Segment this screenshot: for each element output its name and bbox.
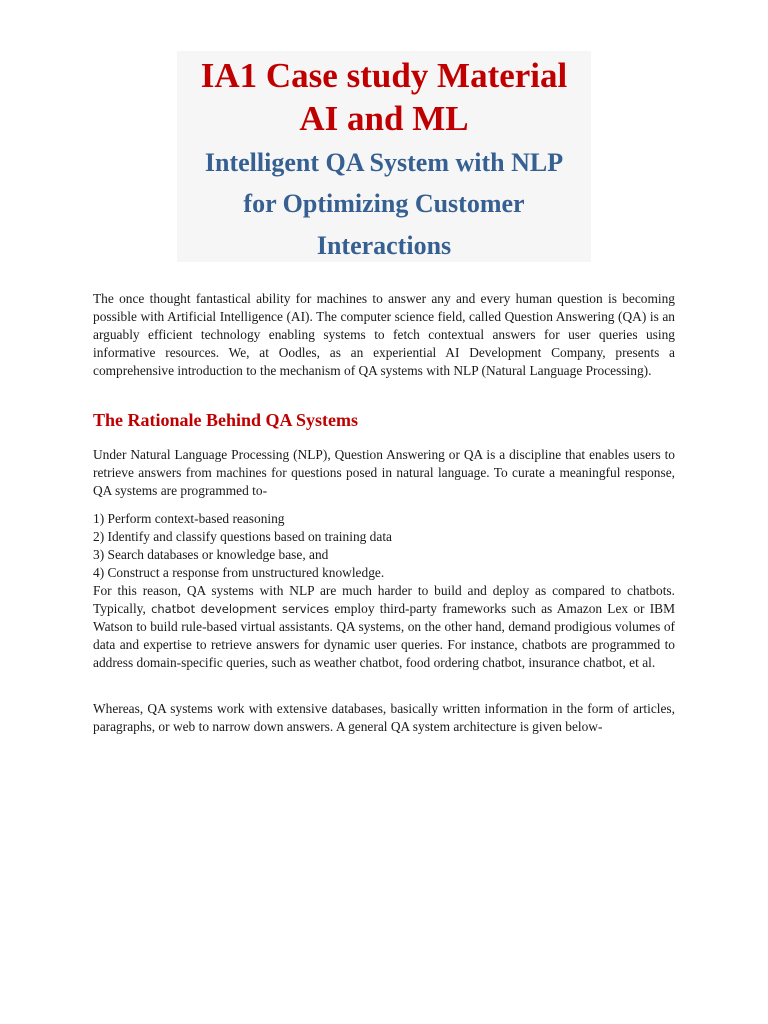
list-item: 1) Perform context-based reasoning bbox=[93, 511, 285, 526]
paragraph-text: employ third-party frameworks such as Amazon Lex or IBM Watson to build rule-based virtual assistants. QA systems, on the other hand, demand prodigious volumes of data and expertise to retrieve answers for dynamic user queries. For instance, chatbots are programmed to address domain-specific queries, such as weather chatbot, food ordering chatbot, insurance chatbot, et al. bbox=[93, 601, 675, 670]
chatbot-comparison-paragraph bbox=[93, 582, 675, 672]
intro-paragraph: The once thought fantastical ability for machines to answer any and every human question is becoming possible with Artificial Intelligence (AI). The computer science field, called Question Answering (QA) is an arguably efficient technology enabling systems to fetch contextual answers for user queries using informative resources. We, at Oodles, as an experiential AI Development Company, presents a comprehensive introduction to the mechanism of QA systems with NLP (Natural Language Processing). bbox=[93, 291, 675, 378]
section-paragraph: Under Natural Language Processing (NLP), Question Answering or QA is a discipline that enables users to retrieve answers from machines for questions posed in natural language. To curate a meaningful response, QA systems are programmed to- bbox=[93, 447, 675, 498]
list-item: 3) Search databases or knowledge base, and bbox=[93, 547, 329, 562]
document-subtitle-line3: Interactions bbox=[316, 231, 452, 260]
document-subtitle-line1: Intelligent QA System with NLP bbox=[204, 148, 564, 177]
section-heading: The Rationale Behind QA Systems bbox=[93, 410, 359, 430]
paragraph-text: For this reason, QA systems with NLP are much harder to build and deploy as compared to chatbots. Typically, bbox=[93, 583, 675, 616]
document-title: IA1 Case study Material bbox=[200, 56, 568, 95]
capabilities-list bbox=[93, 510, 675, 582]
list-item: 4) Construct a response from unstructured knowledge. bbox=[93, 565, 385, 580]
chatbot-services-link[interactable]: chatbot development services bbox=[151, 602, 330, 616]
document-subtitle-line2: for Optimizing Customer bbox=[243, 189, 525, 218]
list-item: 2) Identify and classify questions based on training data bbox=[93, 529, 392, 544]
document-title-line2: AI and ML bbox=[299, 99, 469, 138]
title-block bbox=[177, 51, 591, 262]
architecture-intro-paragraph: Whereas, QA systems work with extensive databases, basically written information in the form of articles, paragraphs, or web to narrow down answers. A general QA system architecture is given below- bbox=[93, 701, 675, 734]
